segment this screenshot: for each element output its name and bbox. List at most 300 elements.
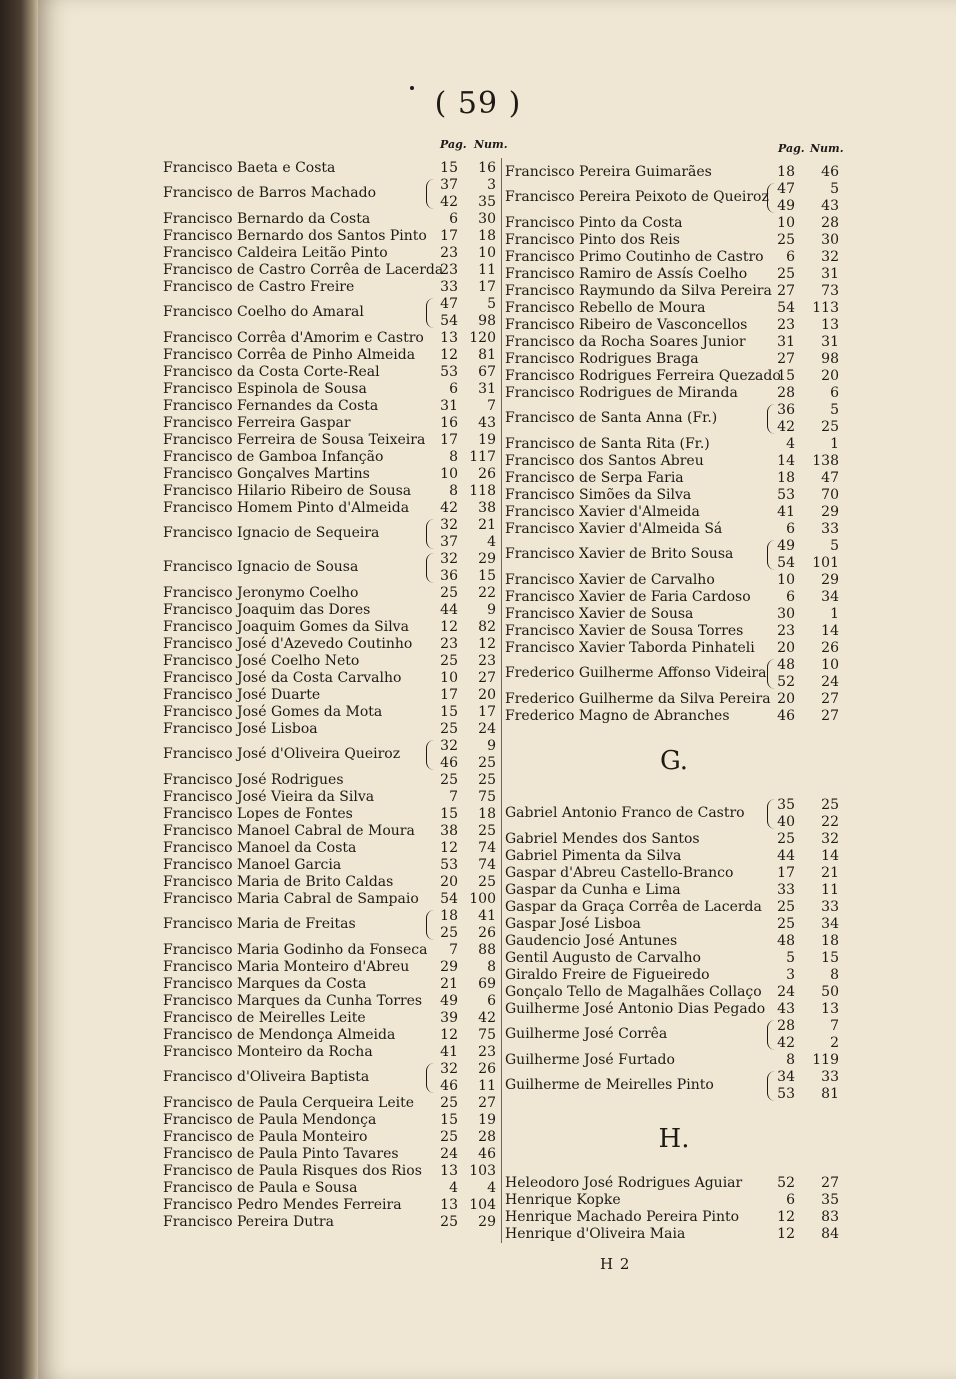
entry-number: 8 xyxy=(830,967,839,983)
entry-name: Francisco Ignacio de Sequeira xyxy=(163,525,380,541)
entry-name: Francisco de Paula Monteiro xyxy=(163,1129,368,1145)
index-entry xyxy=(505,606,843,623)
index-entry xyxy=(505,402,843,436)
brace-mark xyxy=(426,298,435,328)
index-entry xyxy=(505,538,843,572)
entry-number: 30 xyxy=(478,211,496,227)
entry-number: 11 xyxy=(478,262,496,278)
entry-name: Francisco Manoel Garcia xyxy=(163,857,342,873)
entry-number: 31 xyxy=(821,266,839,282)
page-ref: 13 xyxy=(440,1163,458,1179)
left-num-header: Num. xyxy=(474,138,508,151)
entry-name: Francisco José Vieira da Silva xyxy=(163,789,375,805)
entry-name: Francisco Marques da Cunha Torres xyxy=(163,993,423,1009)
page-ref: 17 xyxy=(777,865,795,881)
entry-number: 120 xyxy=(469,330,496,346)
entry-name: Francisco Maria Cabral de Sampaio xyxy=(163,891,419,907)
index-entry xyxy=(163,1010,498,1027)
page-ref: 24 xyxy=(777,984,795,1000)
page-ref: 6 xyxy=(449,381,458,397)
page-ref: 47 xyxy=(777,181,795,197)
entry-number: 5 xyxy=(830,181,839,197)
index-entry xyxy=(505,984,843,1001)
entry-name: Francisco Maria de Brito Caldas xyxy=(163,874,394,890)
entry-number: 2 xyxy=(830,1035,839,1051)
entry-name: Francisco de Paula Cerqueira Leite xyxy=(163,1095,415,1111)
entry-number: 21 xyxy=(821,865,839,881)
page-ref: 29 xyxy=(440,959,458,975)
entry-number: 38 xyxy=(478,500,496,516)
page-ref: 25 xyxy=(440,925,458,941)
entry-number: 119 xyxy=(812,1052,839,1068)
entry-number: 20 xyxy=(821,368,839,384)
entry-number: 34 xyxy=(821,589,839,605)
entry-number: 10 xyxy=(821,657,839,673)
entry-number: 6 xyxy=(487,993,496,1009)
entry-number: 5 xyxy=(487,296,496,312)
entry-number: 20 xyxy=(478,687,496,703)
entry-number: 9 xyxy=(487,602,496,618)
brace-mark xyxy=(767,404,776,434)
entry-name: Guilherme José Antonio Dias Pegado xyxy=(505,1001,766,1017)
entry-number: 31 xyxy=(478,381,496,397)
entry-name: Francisco Ribeiro de Vasconcellos xyxy=(505,317,748,333)
index-entry xyxy=(163,687,498,704)
entry-number: 24 xyxy=(478,721,496,737)
page-ref: 49 xyxy=(440,993,458,1009)
page-ref: 8 xyxy=(449,449,458,465)
index-entry xyxy=(163,330,498,347)
brace-mark xyxy=(767,183,776,213)
page-ref: 8 xyxy=(449,483,458,499)
page-ref: 23 xyxy=(440,262,458,278)
entry-number: 27 xyxy=(478,670,496,686)
page-ref: 10 xyxy=(440,466,458,482)
page-ref: 27 xyxy=(777,283,795,299)
index-entry xyxy=(163,1112,498,1129)
entry-name: Francisco Caldeira Leitão Pinto xyxy=(163,245,388,261)
entry-number: 23 xyxy=(478,1044,496,1060)
page-ref: 15 xyxy=(440,704,458,720)
entry-number: 26 xyxy=(478,1061,496,1077)
entry-number: 35 xyxy=(478,194,496,210)
index-entry xyxy=(505,1069,843,1103)
entry-name: Francisco José Coelho Neto xyxy=(163,653,360,669)
entry-number: 4 xyxy=(487,534,496,550)
entry-name: Francisco Joaquim Gomes da Silva xyxy=(163,619,409,635)
entry-number: 9 xyxy=(487,738,496,754)
page-ref: 24 xyxy=(440,1146,458,1162)
entry-number: 8 xyxy=(487,959,496,975)
index-entry xyxy=(505,708,843,725)
index-entry xyxy=(505,882,843,899)
entry-number: 29 xyxy=(478,551,496,567)
entry-name: Francisco da Rocha Soares Junior xyxy=(505,334,746,350)
page-ref: 14 xyxy=(777,453,795,469)
index-entry xyxy=(163,891,498,908)
entry-name: Gaudencio José Antunes xyxy=(505,933,678,949)
entry-name: Giraldo Freire de Figueiredo xyxy=(505,967,710,983)
index-entry xyxy=(163,942,498,959)
brace-mark xyxy=(426,179,435,209)
page-ref: 48 xyxy=(777,933,795,949)
index-entry xyxy=(163,959,498,976)
entry-name: Gaspar da Cunha e Lima xyxy=(505,882,681,898)
entry-number: 46 xyxy=(478,1146,496,1162)
entry-name: Francisco Pereira Dutra xyxy=(163,1214,334,1230)
index-entry xyxy=(505,266,843,283)
entry-name: Francisco Pinto da Costa xyxy=(505,215,683,231)
index-entry xyxy=(163,381,498,398)
entry-name: Henrique Kopke xyxy=(505,1192,621,1208)
entry-number: 81 xyxy=(478,347,496,363)
entry-number: 16 xyxy=(478,160,496,176)
entry-name: Francisco Marques da Costa xyxy=(163,976,367,992)
index-entry xyxy=(163,347,498,364)
index-entry xyxy=(163,364,498,381)
brace-mark xyxy=(767,659,776,689)
entry-number: 75 xyxy=(478,789,496,805)
entry-name: Francisco Homem Pinto d'Almeida xyxy=(163,500,410,516)
index-entry xyxy=(505,351,843,368)
page-ref: 13 xyxy=(440,1197,458,1213)
brace-mark xyxy=(426,1063,435,1093)
entry-name: Francisco de Gamboa Infanção xyxy=(163,449,384,465)
entry-number: 17 xyxy=(478,279,496,295)
index-entry xyxy=(163,500,498,517)
entry-name: Henrique Machado Pereira Pinto xyxy=(505,1209,740,1225)
index-entry xyxy=(505,368,843,385)
page-ref: 36 xyxy=(777,402,795,418)
right-index-column xyxy=(505,164,843,1243)
entry-number: 22 xyxy=(478,585,496,601)
page-ref: 41 xyxy=(777,504,795,520)
index-entry xyxy=(163,670,498,687)
entry-name: Francisco de Meirelles Leite xyxy=(163,1010,366,1026)
entry-name: Francisco Primo Coutinho de Castro xyxy=(505,249,764,265)
index-entry xyxy=(505,181,843,215)
entry-name: Francisco Jeronymo Coelho xyxy=(163,585,359,601)
entry-name: Francisco Rodrigues Braga xyxy=(505,351,699,367)
entry-name: Frederico Guilherme Affonso Videira xyxy=(505,665,767,681)
index-entry xyxy=(505,933,843,950)
page-ref: 28 xyxy=(777,1018,795,1034)
entry-number: 10 xyxy=(478,245,496,261)
page-ref: 20 xyxy=(777,640,795,656)
page-ref: 23 xyxy=(440,245,458,261)
page-ref: 17 xyxy=(440,228,458,244)
page-ref: 15 xyxy=(777,368,795,384)
page-ref: 25 xyxy=(440,721,458,737)
entry-number: 118 xyxy=(469,483,496,499)
entry-name: Francisco Espinola de Sousa xyxy=(163,381,367,397)
brace-mark xyxy=(426,553,435,583)
index-entry xyxy=(505,1175,843,1192)
entry-number: 117 xyxy=(469,449,496,465)
entry-number: 5 xyxy=(830,538,839,554)
entry-number: 113 xyxy=(812,300,839,316)
entry-name: Francisco José d'Azevedo Coutinho xyxy=(163,636,413,652)
index-entry xyxy=(163,585,498,602)
page-ref: 47 xyxy=(440,296,458,312)
entry-name: Francisco Rodrigues Ferreira Quezado xyxy=(505,368,781,384)
index-entry xyxy=(505,504,843,521)
entry-name: Francisco Joaquim das Dores xyxy=(163,602,371,618)
entry-name: Francisco José Rodrigues xyxy=(163,772,344,788)
entry-number: 43 xyxy=(478,415,496,431)
entry-name: Francisco Xavier d'Almeida Sá xyxy=(505,521,723,537)
left-pag-header: Pag. xyxy=(440,138,467,151)
entry-name: Heleodoro José Rodrigues Aguiar xyxy=(505,1175,743,1191)
column-divider xyxy=(501,158,502,1243)
index-entry xyxy=(163,1061,498,1095)
page-ref: 53 xyxy=(777,1086,795,1102)
entry-name: Francisco Manoel da Costa xyxy=(163,840,357,856)
page-ref: 25 xyxy=(440,1095,458,1111)
section-letter: G. xyxy=(659,746,689,776)
index-entry xyxy=(163,704,498,721)
page-ref: 4 xyxy=(786,436,795,452)
entry-name: Francisco José Gomes da Mota xyxy=(163,704,383,720)
page-ref: 15 xyxy=(440,160,458,176)
page-ref: 25 xyxy=(440,585,458,601)
entry-name: Francisco Hilario Ribeiro de Sousa xyxy=(163,483,412,499)
brace-mark xyxy=(767,540,776,570)
entry-name: Francisco Gonçalves Martins xyxy=(163,466,370,482)
page-ref: 15 xyxy=(440,806,458,822)
page-ref: 42 xyxy=(440,500,458,516)
page-ref: 42 xyxy=(777,1035,795,1051)
index-entry xyxy=(505,1018,843,1052)
index-entry xyxy=(505,572,843,589)
page-ref: 25 xyxy=(777,916,795,932)
entry-name: Francisco de Castro Corrêa de Lacerda xyxy=(163,262,444,278)
index-entry xyxy=(505,487,843,504)
entry-name: Francisco de Paula Mendonça xyxy=(163,1112,377,1128)
index-entry xyxy=(163,228,498,245)
index-entry xyxy=(505,1192,843,1209)
entry-number: 11 xyxy=(478,1078,496,1094)
entry-name: Francisco de Paula e Sousa xyxy=(163,1180,358,1196)
entry-number: 74 xyxy=(478,857,496,873)
entry-number: 26 xyxy=(478,925,496,941)
page-ref: 6 xyxy=(786,521,795,537)
entry-name: Francisco de Castro Freire xyxy=(163,279,355,295)
entry-number: 27 xyxy=(821,691,839,707)
entry-number: 21 xyxy=(478,517,496,533)
index-entry xyxy=(163,1163,498,1180)
index-entry xyxy=(505,899,843,916)
page-ref: 43 xyxy=(777,1001,795,1017)
page-ref: 3 xyxy=(786,967,795,983)
page-ref: 17 xyxy=(440,432,458,448)
entry-name: Francisco José Duarte xyxy=(163,687,321,703)
entry-name: Francisco José d'Oliveira Queiroz xyxy=(163,746,401,762)
right-num-header: Num. xyxy=(810,142,844,155)
entry-number: 25 xyxy=(478,772,496,788)
page-ref: 46 xyxy=(440,755,458,771)
entry-number: 13 xyxy=(821,1001,839,1017)
index-entry xyxy=(163,1214,498,1231)
entry-number: 50 xyxy=(821,984,839,1000)
page-binding-edge xyxy=(0,0,38,1379)
entry-number: 43 xyxy=(821,198,839,214)
entry-number: 29 xyxy=(478,1214,496,1230)
index-entry xyxy=(163,517,498,551)
page-ref: 42 xyxy=(440,194,458,210)
entry-name: Francisco Ramiro de Assís Coelho xyxy=(505,266,748,282)
index-entry xyxy=(505,589,843,606)
page-ref: 10 xyxy=(440,670,458,686)
index-entry xyxy=(505,967,843,984)
entry-number: 29 xyxy=(821,572,839,588)
page-ref: 25 xyxy=(777,831,795,847)
index-entry xyxy=(505,1226,843,1243)
entry-name: Francisco Maria Monteiro d'Abreu xyxy=(163,959,410,975)
entry-number: 70 xyxy=(821,487,839,503)
page-ref: 12 xyxy=(440,840,458,856)
page-ref: 53 xyxy=(440,364,458,380)
entry-name: Francisco de Barros Machado xyxy=(163,185,377,201)
index-entry xyxy=(163,279,498,296)
entry-number: 100 xyxy=(469,891,496,907)
entry-number: 73 xyxy=(821,283,839,299)
page-ref: 20 xyxy=(777,691,795,707)
entry-name: Francisco Raymundo da Silva Pereira xyxy=(505,283,772,299)
entry-name: Francisco Simões da Silva xyxy=(505,487,692,503)
page-ref: 23 xyxy=(440,636,458,652)
page-ref: 36 xyxy=(440,568,458,584)
index-entry xyxy=(505,865,843,882)
index-entry xyxy=(505,453,843,470)
index-entry xyxy=(505,385,843,402)
page-ref: 10 xyxy=(777,215,795,231)
index-entry xyxy=(505,831,843,848)
page-ref: 7 xyxy=(449,942,458,958)
entry-number: 69 xyxy=(478,976,496,992)
page-ref: 41 xyxy=(440,1044,458,1060)
entry-number: 28 xyxy=(821,215,839,231)
entry-name: Guilherme José Corrêa xyxy=(505,1026,668,1042)
entry-name: Gaspar d'Abreu Castello-Branco xyxy=(505,865,734,881)
entry-number: 103 xyxy=(469,1163,496,1179)
index-entry xyxy=(163,415,498,432)
index-entry xyxy=(163,874,498,891)
page-ref: 12 xyxy=(777,1209,795,1225)
entry-name: Francisco Rebello de Moura xyxy=(505,300,706,316)
entry-name: Gaspar da Graça Corrêa de Lacerda xyxy=(505,899,762,915)
index-entry xyxy=(163,432,498,449)
entry-number: 35 xyxy=(821,1192,839,1208)
index-entry xyxy=(163,840,498,857)
page-ref: 15 xyxy=(440,1112,458,1128)
index-entry xyxy=(505,470,843,487)
page-ref: 28 xyxy=(777,385,795,401)
page-ref: 33 xyxy=(440,279,458,295)
entry-name: Francisco d'Oliveira Baptista xyxy=(163,1069,370,1085)
index-entry xyxy=(163,296,498,330)
page-ref: 40 xyxy=(777,814,795,830)
page-ref: 8 xyxy=(786,1052,795,1068)
section-letter: H. xyxy=(658,1124,690,1154)
entry-name: Francisco Xavier d'Almeida xyxy=(505,504,700,520)
page-ref: 25 xyxy=(440,772,458,788)
page-ref: 42 xyxy=(777,419,795,435)
entry-number: 5 xyxy=(830,402,839,418)
entry-number: 25 xyxy=(478,874,496,890)
entry-name: Francisco de Paula Pinto Tavares xyxy=(163,1146,399,1162)
entry-name: Francisco Ferreira Gaspar xyxy=(163,415,351,431)
entry-name: Francisco Xavier de Faria Cardoso xyxy=(505,589,751,605)
index-entry xyxy=(163,177,498,211)
index-entry xyxy=(163,160,498,177)
index-entry xyxy=(505,300,843,317)
index-entry xyxy=(505,848,843,865)
right-pag-header: Pag. xyxy=(778,142,805,155)
entry-number: 42 xyxy=(478,1010,496,1026)
index-entry xyxy=(505,436,843,453)
entry-name: Francisco Xavier Taborda Pinhateli xyxy=(505,640,755,656)
entry-name: Francisco José Lisboa xyxy=(163,721,318,737)
entry-name: Gabriel Pimenta da Silva xyxy=(505,848,682,864)
index-entry xyxy=(163,636,498,653)
entry-name: Francisco dos Santos Abreu xyxy=(505,453,704,469)
entry-name: Frederico Guilherme da Silva Pereira xyxy=(505,691,771,707)
entry-name: Francisco Corrêa de Pinho Almeida xyxy=(163,347,416,363)
page-ref: 6 xyxy=(786,1192,795,1208)
page-ref: 6 xyxy=(786,249,795,265)
index-entry xyxy=(163,602,498,619)
entry-number: 24 xyxy=(821,674,839,690)
index-entry xyxy=(505,640,843,657)
page-ref: 54 xyxy=(777,555,795,571)
entry-number: 25 xyxy=(478,755,496,771)
entry-number: 22 xyxy=(821,814,839,830)
entry-name: Francisco de Santa Rita (Fr.) xyxy=(505,436,710,452)
page-ref: 18 xyxy=(440,908,458,924)
entry-number: 14 xyxy=(821,623,839,639)
brace-mark xyxy=(426,519,435,549)
entry-name: Francisco Bernardo da Costa xyxy=(163,211,371,227)
index-entry xyxy=(163,993,498,1010)
page-ref: 4 xyxy=(449,1180,458,1196)
index-entry xyxy=(163,483,498,500)
entry-number: 17 xyxy=(478,704,496,720)
entry-number: 18 xyxy=(478,806,496,822)
index-entry xyxy=(163,398,498,415)
index-entry xyxy=(163,789,498,806)
entry-number: 1 xyxy=(830,606,839,622)
entry-number: 1 xyxy=(830,436,839,452)
entry-number: 3 xyxy=(487,177,496,193)
entry-name: Francisco de Santa Anna (Fr.) xyxy=(505,410,718,426)
index-entry xyxy=(505,232,843,249)
entry-name: Francisco Xavier de Carvalho xyxy=(505,572,715,588)
left-index-column xyxy=(163,160,498,1231)
entry-name: Francisco da Costa Corte-Real xyxy=(163,364,380,380)
entry-number: 25 xyxy=(478,823,496,839)
entry-number: 18 xyxy=(478,228,496,244)
entry-number: 67 xyxy=(478,364,496,380)
index-entry xyxy=(505,916,843,933)
index-entry xyxy=(505,521,843,538)
index-entry xyxy=(163,211,498,228)
entry-number: 104 xyxy=(469,1197,496,1213)
index-entry xyxy=(505,797,843,831)
page-ref: 32 xyxy=(440,738,458,754)
index-entry xyxy=(163,1197,498,1214)
page-ref: 54 xyxy=(777,300,795,316)
